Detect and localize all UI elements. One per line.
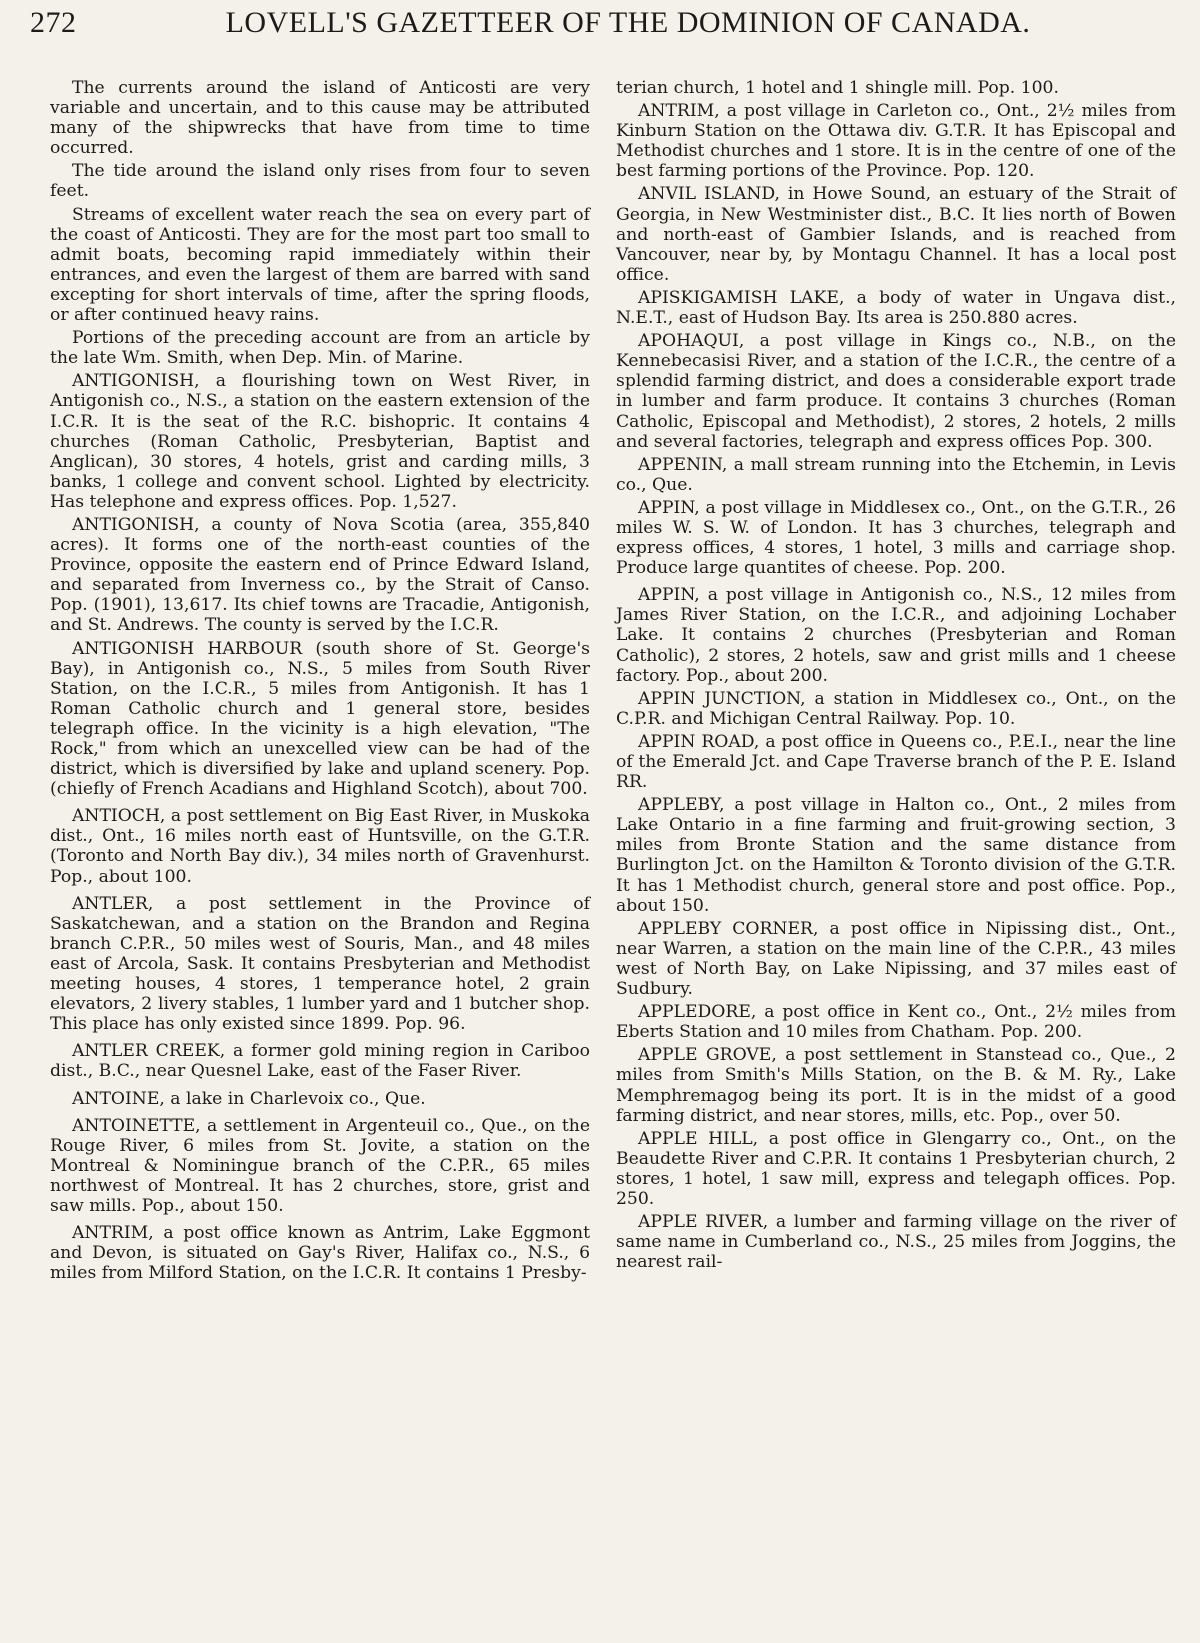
- entry-antioch: ANTIOCH, a post settlement on Big East River, in Muskoka dist., Ont., 16 miles north east of Huntsville, on the G.T.R. (Toronto and North Bay div.), 34 miles north of Gravenhurst. Pop., about 100.: [50, 806, 590, 887]
- entry-antrim-ont: ANTRIM, a post village in Carleton co., Ont., 2½ miles from Kinburn Station on the Ottawa div. G.T.R. It has Episcopal and Methodist churches and 1 store. It is in the centre of one of the best farming portions of the Province. Pop. 120.: [616, 101, 1176, 182]
- paragraph-source-note: Portions of the preceding account are from an article by the late Wm. Smith, when Dep. Min. of Marine.: [50, 328, 590, 369]
- entry-appin-middlesex: APPIN, a post village in Middlesex co., Ont., on the G.T.R., 26 miles W. S. W. of London. It has 3 churches, telegraph and express offices, 4 stores, 1 hotel, 3 mills and carriage shop. Produce large quantites of cheese. Pop. 200.: [616, 497, 1176, 579]
- paragraph-currents: The currents around the island of Anticosti are very variable and uncertain, and to this cause may be attributed many of the shipwrecks that have from time to time occurred.: [50, 78, 590, 159]
- entry-apohaqui: APOHAQUI, a post village in Kings co., N.B., on the Kennebecasisi River, and a station of the I.C.R., the centre of a splendid farming district, and does a considerable export trade in lumber and farm produce. It contains 3 churches (Roman Catholic, Episcopal and Methodist), 2 stores, 2 hotels, 2 mills and several factories, telegraph and express offices Pop. 300.: [616, 331, 1176, 452]
- entry-appin-road: APPIN ROAD, a post office in Queens co., P.E.I., near the line of the Emerald Jct. and Cape Traverse branch of the P. E. Island RR.: [616, 731, 1176, 793]
- entry-antler: ANTLER, a post settlement in the Province of Saskatchewan, and a station on the Brandon and Regina branch C.P.R., 50 miles west of Souris, Man., and 48 miles east of Arcola, Sask. It contains Presbyterian and Methodist meeting houses, 4 stores, 1 temperance hotel, 2 grain elevators, 2 livery stables, 1 lumber yard and 1 butcher shop. This place has only existed since 1899. Pop. 96.: [50, 893, 590, 1035]
- page-title: LOVELL'S GAZETTEER OF THE DOMINION OF CANADA.: [225, 6, 1031, 39]
- entry-antoinette: ANTOINETTE, a settlement in Argenteuil co., Que., on the Rouge River, 6 miles from St. Jovite, a station on the Montreal & Nominingue branch of the C.P.R., 65 miles northwest of Montreal. It has 2 churches, store, grist and saw mills. Pop., about 150.: [50, 1115, 590, 1216]
- entry-antoine: ANTOINE, a lake in Charlevoix co., Que.: [72, 1088, 426, 1109]
- entry-apiskigamish-lake: APISKIGAMISH LAKE, a body of water in Ungava dist., N.E.T., east of Hudson Bay. Its area is 250.880 acres.: [616, 287, 1176, 329]
- entry-appleby-corner: APPLEBY CORNER, a post office in Nipissing dist., Ont., near Warren, a station on the main line of the C.P.R., 43 miles west of North Bay, on Lake Nipissing, and 37 miles east of Sudbury.: [616, 918, 1176, 1000]
- entry-antigonish-harbour: ANTIGONISH HARBOUR (south shore of St. George's Bay), in Antigonish co., N.S., 5 miles from South River Station, on the I.C.R., 5 miles from Antigonish. It has 1 Roman Catholic church and 1 general store, besides telegraph office. In the vicinity is a high elevation, "The Rock," from which an unexcelled view can be had of the district, which is diversified by lake and upland scenery. Pop. (chiefly of French Acadians and Highland Scotch), about 700.: [50, 638, 590, 800]
- entry-apple-grove: APPLE GROVE, a post settlement in Stanstead co., Que., 2 miles from Smith's Mills Station, on the B. & M. Ry., Lake Memphremagog being its port. It is in the midst of a good farming district, and near stores, mills, etc. Pop., over 50.: [616, 1045, 1176, 1126]
- page-number: 272: [30, 6, 77, 39]
- text-columns: [30, 78, 1176, 1286]
- entry-appenin: APPENIN, a mall stream running into the Etchemin, in Levis co., Que.: [616, 454, 1176, 495]
- running-head: [30, 6, 1176, 68]
- entry-appleby: APPLEBY, a post village in Halton co., Ont., 2 miles from Lake Ontario in a fine farming and fruit-growing section, 3 miles from Bronte Station and the same distance from Burlington Jct. on the Hamilton & Toronto division of the G.T.R. It has 1 Methodist church, general store and post office. Pop., about 150.: [616, 795, 1176, 916]
- entry-antigonish-town: ANTIGONISH, a flourishing town on West River, in Antigonish co., N.S., a station on the eastern extension of the I.C.R. It is the seat of the R.C. bishopric. It contains 4 churches (Roman Catholic, Presbyterian, Baptist and Anglican), 30 stores, 4 hotels, grist and carding mills, 3 banks, 1 college and convent school. Lighted by electricity. Has telephone and express offices. Pop. 1,527.: [50, 371, 590, 512]
- entry-antrim-ns-continued: terian church, 1 hotel and 1 shingle mill. Pop. 100.: [616, 78, 1059, 98]
- entry-appin-antigonish: APPIN, a post village in Antigonish co., N.S., 12 miles from James River Station, on the I.C.R., and adjoining Lochaber Lake. It contains 2 churches (Presbyterian and Roman Catholic), 2 stores, 2 hotels, saw and grist mills and 1 cheese factory. Pop., about 200.: [616, 585, 1176, 686]
- paragraph-streams: Streams of excellent water reach the sea on every part of the coast of Anticosti. They are for the most part too small to admit boats, becoming rapid immediately within their entrances, and even the largest of them are barred with sand excepting for short intervals of time, after the spring floods, or after continued heavy rains.: [50, 204, 590, 326]
- entry-appin-junction: APPIN JUNCTION, a station in Middlesex co., Ont., on the C.P.R. and Michigan Central Railway. Pop. 10.: [616, 688, 1176, 729]
- left-column: [30, 78, 590, 1286]
- right-column: [616, 78, 1176, 1286]
- entry-apple-hill: APPLE HILL, a post office in Glengarry co., Ont., on the Beaudette River and C.P.R. It contains 1 Presbyterian church, 2 stores, 1 hotel, 1 saw mill, express and telegaph offices. Pop. 250.: [616, 1128, 1176, 1209]
- entry-apple-river: APPLE RIVER, a lumber and farming village on the river of same name in Cumberland co., N.S., 25 miles from Joggins, the nearest rail-: [616, 1212, 1176, 1273]
- entry-antrim-ns: ANTRIM, a post office known as Antrim, Lake Eggmont and Devon, is situated on Gay's River, Halifax co., N.S., 6 miles from Milford Station, on the I.C.R. It contains 1 Presby-: [50, 1223, 590, 1284]
- entry-antler-creek: ANTLER CREEK, a former gold mining region in Cariboo dist., B.C., near Quesnel Lake, east of the Faser River.: [50, 1041, 590, 1082]
- paragraph-tide: The tide around the island only rises from four to seven feet.: [50, 161, 590, 202]
- entry-appledore: APPLEDORE, a post office in Kent co., Ont., 2½ miles from Eberts Station and 10 miles from Chatham. Pop. 200.: [616, 1002, 1176, 1043]
- entry-antigonish-county: ANTIGONISH, a county of Nova Scotia (area, 355,840 acres). It forms one of the north-east counties of the Province, opposite the eastern end of Prince Edward Island, and separated from Inverness co., by the Strait of Canso. Pop. (1901), 13,617. Its chief towns are Tracadie, Antigonish, and St. Andrews. The county is served by the I.C.R.: [50, 514, 590, 636]
- entry-anvil-island: ANVIL ISLAND, in Howe Sound, an estuary of the Strait of Georgia, in New Westminister dist., B.C. It lies north of Bowen and north-east of Gambier Islands, and is reached from Vancouver, near by, by Montagu Channel. It has a local post office.: [616, 184, 1176, 285]
